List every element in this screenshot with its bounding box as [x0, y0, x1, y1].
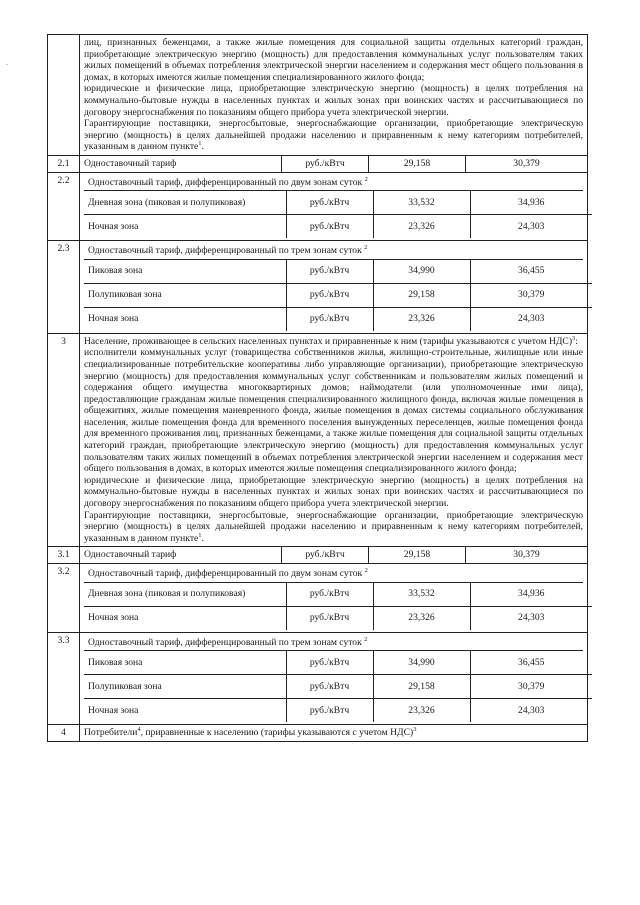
- unit-cell: руб./кВтч: [286, 215, 373, 239]
- value-cell: 30,379: [470, 283, 592, 307]
- unit-cell: руб./кВтч: [286, 260, 373, 284]
- table-row: 3.2 Одноставочный тариф, дифференцированный по двум зонам суток $^2$ Дневная зона (пиковая и полупиковая) руб./кВтч 33,532 34,936 Ночная зона руб./кВтч 23,326 24,303: [48, 564, 588, 633]
- value-cell: 29,158: [369, 155, 466, 172]
- unit-cell: руб./кВтч: [286, 606, 373, 630]
- value-cell: 30,379: [470, 675, 592, 699]
- value-cell: 34,936: [470, 191, 592, 215]
- value-cell: 30,379: [466, 547, 588, 564]
- table-row: [48, 333, 588, 547]
- table-row: 2.2 Одноставочный тариф, дифференцированный по двум зонам суток $^2$ Дневная зона (пиковая и полупиковая) руб./кВтч 33,532 34,936 Ночная зона руб./кВтч 23,326 24,303: [48, 172, 588, 241]
- value-cell: 30,379: [466, 155, 588, 172]
- row-label: Одноставочный тариф, дифференцированный по трем зонам суток: [88, 245, 362, 257]
- unit-cell: руб./кВтч: [286, 583, 373, 607]
- value-cell: 33,532: [373, 583, 470, 607]
- value-cell: 36,455: [470, 260, 592, 284]
- row-number: 3: [48, 333, 80, 547]
- row-number: 2.3: [48, 241, 80, 334]
- zone-label: Полупиковая зона: [84, 675, 286, 699]
- table-row: [48, 35, 588, 156]
- zone-row: [84, 651, 592, 675]
- zone-label: Ночная зона: [84, 699, 286, 723]
- row-label: Одноставочный тариф: [80, 155, 282, 172]
- row-number: 3.3: [48, 632, 80, 725]
- value-cell: 23,326: [373, 699, 470, 723]
- table-row: 3.3 Одноставочный тариф, дифференцированный по трем зонам суток $^2$ Пиковая зона руб./кВтч 34,990 36,455 Полупиковая зона руб./кВтч 29,158 30,379 Ночная зона руб./кВтч 23,326 24,303: [48, 632, 588, 725]
- row-number: 4: [48, 725, 80, 742]
- value-cell: 24,303: [470, 307, 592, 331]
- table-row: 2.3 Одноставочный тариф, дифференцированный по трем зонам суток $^2$ Пиковая зона руб./кВтч 34,990 36,455 Полупиковая зона руб./кВтч 29,158 30,379 Ночная зона руб./кВтч 23,326 24,303: [48, 241, 588, 334]
- table-row: [48, 547, 588, 564]
- value-cell: 34,936: [470, 583, 592, 607]
- row-number: 3.2: [48, 564, 80, 633]
- unit-cell: руб./кВтч: [286, 307, 373, 331]
- unit-cell: руб./кВтч: [286, 699, 373, 723]
- section-4-description: Потребители$^4$, приравненные к населению (тарифы указываются с учетом НДС)$^3$: [80, 725, 588, 742]
- value-cell: 29,158: [373, 675, 470, 699]
- row-label: Одноставочный тариф, дифференцированный по двум зонам суток: [88, 568, 363, 579]
- section-3-description: Население, проживающее в сельских населенных пунктах и приравненные к ним (тарифы указываются с учетом НДС)$^3$: исполнители коммунальных услуг (товарищества собственников жилья, жилищно-строительные, жилищные или иные специализированные потребительские кооперативы либо управляющие организации), приобретающие электрическую энергию (мощность) для предоставления коммунальных услуг собственникам и пользователям жилых помещений и содержания общего имущества многоквартирных домов; наймодатели (или уполномоченные ими лица), предоставляющие гражданам жилые помещения специализированного жилищного фонда, включая жилые помещения в общежитиях, жилые помещения маневренного фонда, жилые помещения в домах системы социального обслуживания населения, жилые помещения фонда для временного поселения вынужденных переселенцев, жилые помещения фонда для временного проживания лиц, признанных беженцами, а также жилые помещения для социальной защиты отдельных категорий граждан, приобретающие электрическую энергию (мощность) для предоставления коммунальных услуг пользователям таких жилых помещений в объемах потребления электрической энергии населением и содержания мест общего пользования в домах, в которых имеются жилые помещения специализированного жилого фонда; юридические и физические лица, приобретающие электрическую энергию (мощность) в целях потребления на коммунально-бытовые нужды в населенных пунктах и жилых зонах при воинских частях и рассчитывающиеся по договору энергоснабжения по показаниям общего прибора учета электрической энергии. Гарантирующие поставщики, энергосбытовые, энергоснабжающие организации, приобретающие электрическую энергию (мощность) в целях дальнейшей продажи населению и приравненным к нему категориям потребителей, указанным в данном пункте$^1$.: [80, 333, 588, 547]
- value-cell: 34,990: [373, 260, 470, 284]
- zone-row: [84, 606, 592, 630]
- value-cell: 23,326: [373, 606, 470, 630]
- row-label: Одноставочный тариф: [80, 547, 282, 564]
- value-cell: 36,455: [470, 651, 592, 675]
- value-cell: 24,303: [470, 215, 592, 239]
- value-cell: 23,326: [373, 215, 470, 239]
- zone-label: Дневная зона (пиковая и полупиковая): [84, 191, 286, 215]
- unit-cell: руб./кВтч: [282, 155, 369, 172]
- tariff-table: [47, 34, 588, 742]
- value-cell: 29,158: [369, 547, 466, 564]
- zone-row: [84, 699, 592, 723]
- zone-row: [84, 283, 592, 307]
- value-cell: 29,158: [373, 283, 470, 307]
- zone-label: Пиковая зона: [84, 651, 286, 675]
- zone-row: [84, 307, 592, 331]
- row-number: 3.1: [48, 547, 80, 564]
- zone-label: Пиковая зона: [84, 260, 286, 284]
- value-cell: 34,990: [373, 651, 470, 675]
- zone-row: [84, 191, 592, 215]
- unit-cell: руб./кВтч: [282, 547, 369, 564]
- zone-row: [84, 675, 592, 699]
- zone-label: Ночная зона: [84, 307, 286, 331]
- unit-cell: руб./кВтч: [286, 283, 373, 307]
- row-label: Одноставочный тариф, дифференцированный по трем зонам суток: [88, 636, 362, 648]
- table-row: [48, 155, 588, 172]
- row-number: 2.1: [48, 155, 80, 172]
- margin-mark: .: [6, 58, 8, 67]
- zone-row: [84, 215, 592, 239]
- row-label: Одноставочный тариф, дифференцированный по двум зонам суток: [88, 176, 363, 188]
- table-row: [48, 725, 588, 742]
- value-cell: 33,532: [373, 191, 470, 215]
- row-number: 2.2: [48, 172, 80, 241]
- zone-row: [84, 583, 592, 607]
- zone-label: Полупиковая зона: [84, 283, 286, 307]
- unit-cell: руб./кВтч: [286, 191, 373, 215]
- value-cell: 24,303: [470, 606, 592, 630]
- zone-label: Дневная зона (пиковая и полупиковая): [84, 583, 286, 607]
- unit-cell: руб./кВтч: [286, 675, 373, 699]
- zone-label: Ночная зона: [84, 215, 286, 239]
- unit-cell: руб./кВтч: [286, 651, 373, 675]
- value-cell: 23,326: [373, 307, 470, 331]
- value-cell: 24,303: [470, 699, 592, 723]
- section-2-continuation: лиц, признанных беженцами, а также жилые помещения для социальной защиты отдельных категорий граждан, приобретающие электрическую энергию (мощность) для предоставления коммунальных услуг пользователям таких жилых помещений в объемах потребления электрической энергии населением и содержания мест общего пользования в домах, в которых имеются жилые помещения специализированного жилого фонда; юридические и физические лица, приобретающие электрическую энергию (мощность) в целях потребления на коммунально-бытовые нужды в населенных пунктах и жилых зонах при воинских частях и рассчитывающиеся по договору энергоснабжения по показаниям общего прибора учета электрической энергии. Гарантирующие поставщики, энергосбытовые, энергоснабжающие организации, приобретающие электрическую энергию (мощность) в целях дальнейшей продажи населению и приравненным к нему категориям потребителей, указанным в данном пункте$^1$.: [80, 35, 588, 156]
- zone-label: Ночная зона: [84, 606, 286, 630]
- zone-row: [84, 260, 592, 284]
